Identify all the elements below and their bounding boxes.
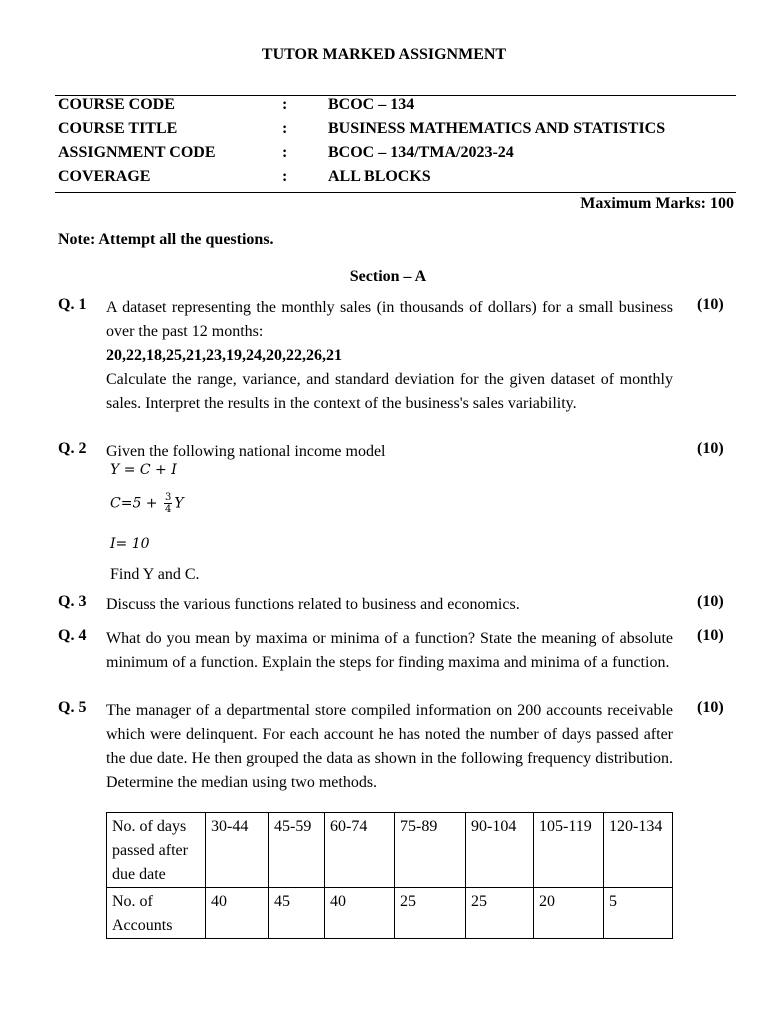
maximum-marks: Maximum Marks: 100 — [580, 195, 734, 212]
meta-coverage — [58, 168, 738, 192]
meta-sep: : — [282, 96, 288, 113]
question-marks: (10) — [697, 593, 724, 610]
meta-course-title — [58, 120, 738, 144]
question-body: The manager of a departmental store compiled information on 200 accounts receivable which were delinquent. For each account he has noted the number of days passed after the due date. He then grouped the data as shown in the following frequency distribution. Determine the median using two methods. — [106, 702, 673, 791]
question-body: What do you mean by maxima or minima of a function? State the meaning of absolute minimum of a function. Explain the steps for finding maxima and minima of a function. — [106, 630, 673, 671]
question-body: Calculate the range, variance, and standard deviation for the given dataset of monthly sales. Interpret the results in the context of the business's sales variability. — [106, 371, 673, 412]
table-cell: No. of days passed after due date — [107, 813, 206, 888]
question-number: Q. 4 — [58, 627, 87, 644]
question-1-text — [106, 296, 673, 416]
note: Note: Attempt all the questions. — [58, 231, 274, 248]
fraction-numerator: 3 — [164, 492, 172, 503]
table-row — [107, 888, 673, 939]
table-cell: 40 — [325, 888, 395, 939]
table-cell: 20 — [534, 888, 604, 939]
equation-i: I= 10 — [110, 536, 150, 552]
question-number: Q. 1 — [58, 296, 87, 313]
question-number: Q. 2 — [58, 440, 87, 457]
meta-value: ALL BLOCKS — [328, 168, 431, 185]
meta-course-code — [58, 96, 738, 120]
table-cell: 90-104 — [466, 813, 534, 888]
meta-sep: : — [282, 168, 288, 185]
question-number: Q. 5 — [58, 699, 87, 716]
equation-y: Y = C + I — [110, 462, 177, 478]
frequency-table — [106, 812, 673, 939]
question-body: Find Y and C. — [110, 566, 200, 583]
question-number: Q. 3 — [58, 593, 87, 610]
table-cell: 120-134 — [604, 813, 673, 888]
question-marks: (10) — [697, 296, 724, 313]
equation-c — [110, 492, 184, 515]
section-heading: Section – A — [349, 268, 427, 285]
table-cell: 30-44 — [206, 813, 269, 888]
meta-sep: : — [282, 144, 288, 161]
sales-data: 20,22,18,25,21,23,19,24,20,22,26,21 — [106, 347, 342, 364]
meta-label: COURSE TITLE — [58, 120, 178, 137]
meta-sep: : — [282, 120, 288, 137]
table-cell: 40 — [206, 888, 269, 939]
question-marks: (10) — [697, 699, 724, 716]
question-marks: (10) — [697, 440, 724, 457]
question-marks: (10) — [697, 627, 724, 644]
bottom-rule — [55, 192, 736, 193]
meta-label: COURSE CODE — [58, 96, 175, 113]
meta-value: BUSINESS MATHEMATICS AND STATISTICS — [328, 120, 666, 137]
table-cell: 45-59 — [269, 813, 325, 888]
meta-value: BCOC – 134/TMA/2023-24 — [328, 144, 514, 161]
question-body: A dataset representing the monthly sales (in thousands of dollars) for a small business over the past 12 months: — [106, 299, 673, 340]
meta-value: BCOC – 134 — [328, 96, 415, 113]
fraction — [164, 492, 172, 515]
table-cell: 75-89 — [395, 813, 466, 888]
table-cell: 105-119 — [534, 813, 604, 888]
meta-label: ASSIGNMENT CODE — [58, 144, 216, 161]
document-title: TUTOR MARKED ASSIGNMENT — [261, 46, 507, 63]
table-row — [107, 813, 673, 888]
table-cell: 25 — [466, 888, 534, 939]
table-cell: No. of Accounts — [107, 888, 206, 939]
equation-c-right: Y — [174, 495, 184, 512]
table-cell: 60-74 — [325, 813, 395, 888]
meta-assignment-code — [58, 144, 738, 168]
equation-c-left: C=5 + — [110, 495, 162, 512]
question-body: Discuss the various functions related to business and economics. — [106, 596, 520, 613]
table-cell: 45 — [269, 888, 325, 939]
table-cell: 25 — [395, 888, 466, 939]
meta-label: COVERAGE — [58, 168, 151, 185]
table-cell: 5 — [604, 888, 673, 939]
fraction-denominator: 4 — [164, 504, 172, 515]
question-body: Given the following national income model — [106, 443, 386, 460]
